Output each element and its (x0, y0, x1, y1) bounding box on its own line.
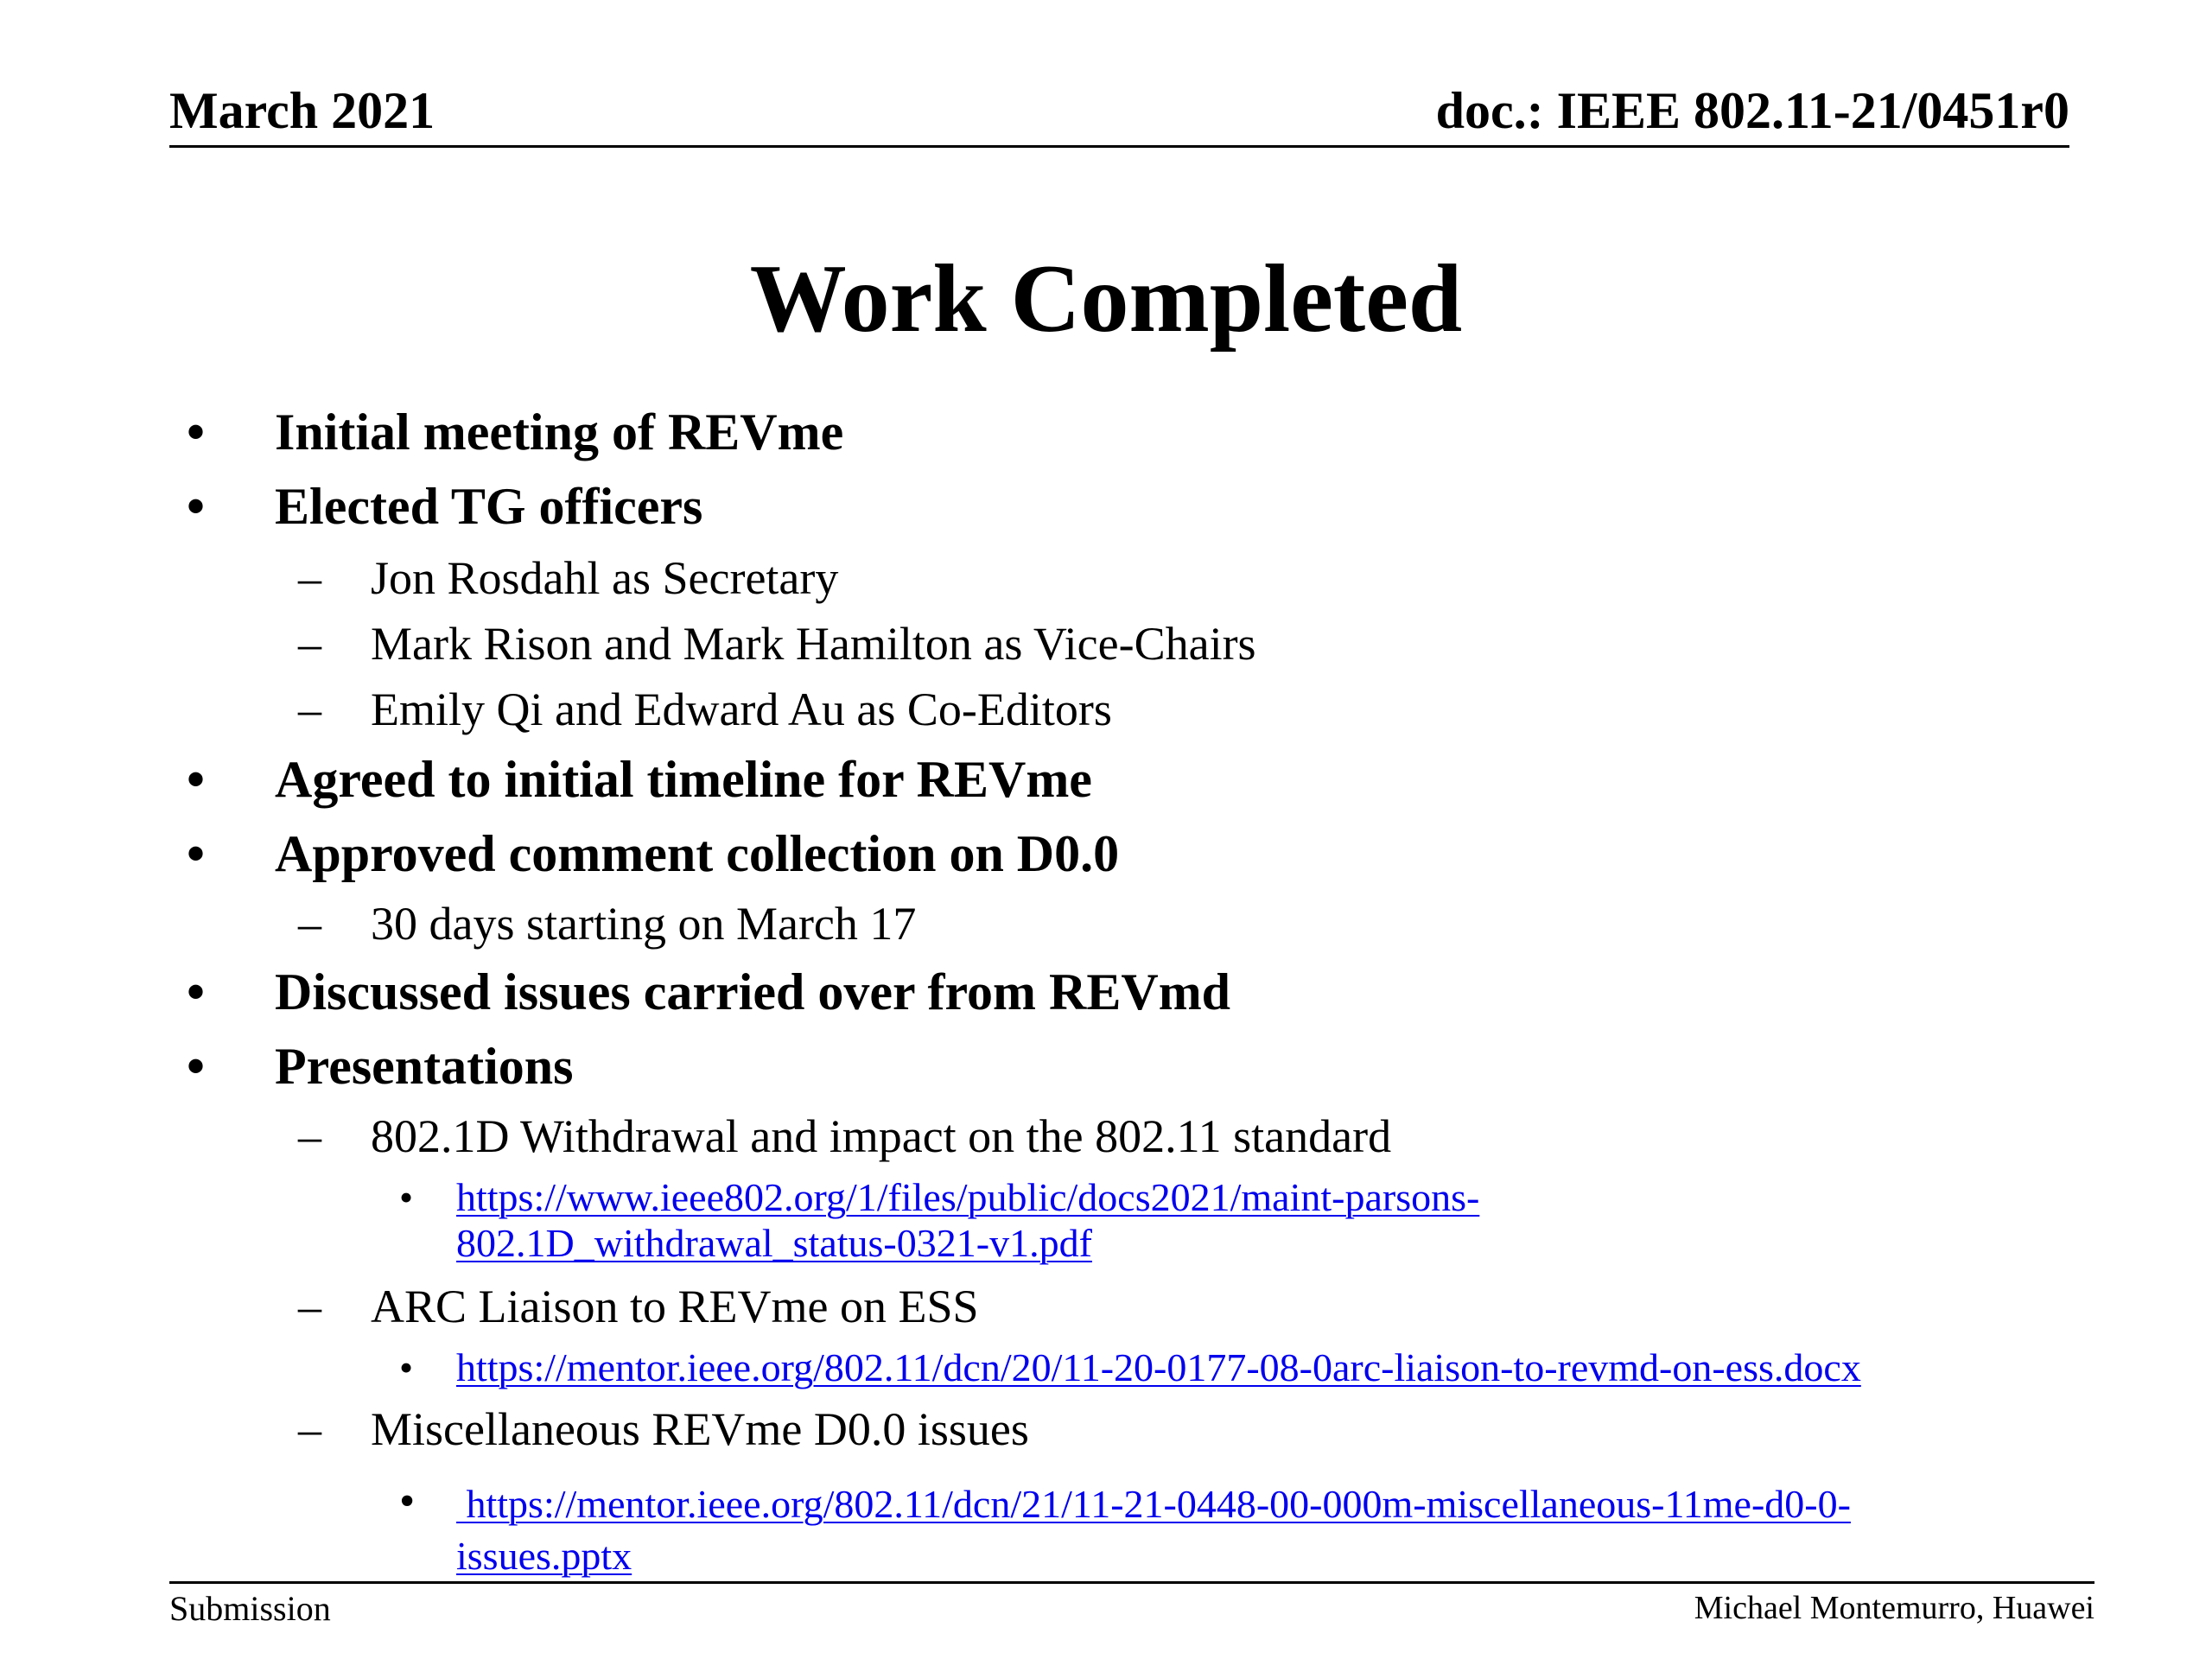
bullet-text: Presentations (275, 1038, 574, 1095)
bullet-marker: • (187, 825, 206, 882)
footer-divider (169, 1581, 2094, 1584)
link-pdf-802-1d-continued[interactable]: 802.1D_withdrawal_status-0321-v1.pdf (456, 1221, 1092, 1265)
bullet-marker: • (187, 404, 206, 461)
bullet-marker: • (399, 1477, 416, 1526)
header-date: March 2021 (169, 82, 435, 139)
dash-marker: – (298, 898, 321, 950)
link-misc-issues-pptx-continued[interactable]: issues.pptx (456, 1534, 632, 1578)
dash-marker: – (298, 1281, 321, 1332)
bullet-marker: • (399, 1345, 414, 1389)
sub-item-text: 802.1D Withdrawal and impact on the 802.11 standard (371, 1110, 1392, 1162)
sub-item-text: 30 days starting on March 17 (371, 898, 917, 950)
sub-item-text: Miscellaneous REVme D0.0 issues (371, 1403, 1029, 1455)
bullet-text: Approved comment collection on D0.0 (275, 825, 1120, 882)
sub-item-text: Jon Rosdahl as Secretary (371, 552, 839, 604)
bullet-text: Initial meeting of REVme (275, 404, 844, 461)
bullet-marker: • (187, 963, 206, 1020)
bullet-text: Elected TG officers (275, 478, 703, 535)
bullet-marker: • (187, 1038, 206, 1095)
link-arc-liaison-docx[interactable]: https://mentor.ieee.org/802.11/dcn/20/11-20-0177-08-0arc-liaison-to-revmd-on-ess.docx (456, 1345, 1861, 1389)
link-pdf-802-1d[interactable]: https://www.ieee802.org/1/files/public/docs2021/maint-parsons- (456, 1175, 1480, 1219)
bullet-text: Agreed to initial timeline for REVme (275, 751, 1092, 808)
dash-marker: – (298, 618, 321, 670)
dash-marker: – (298, 552, 321, 604)
sub-item-text: ARC Liaison to REVme on ESS (371, 1281, 979, 1332)
dash-marker: – (298, 1110, 321, 1162)
footer-author: Michael Montemurro, Huawei (1694, 1590, 2094, 1626)
bullet-marker: • (187, 751, 206, 808)
dash-marker: – (298, 683, 321, 735)
bullet-marker: • (187, 478, 206, 535)
footer-submission: Submission (169, 1589, 331, 1628)
bullet-marker: • (399, 1175, 414, 1219)
bullet-text: Discussed issues carried over from REVmd (275, 963, 1231, 1020)
sub-item-text: Emily Qi and Edward Au as Co-Editors (371, 683, 1112, 735)
header-divider (169, 145, 2069, 148)
slide-title: Work Completed (749, 245, 1463, 353)
dash-marker: – (298, 1403, 321, 1455)
sub-item-text: Mark Rison and Mark Hamilton as Vice-Chairs (371, 618, 1256, 670)
link-misc-issues-pptx[interactable]: https://mentor.ieee.org/802.11/dcn/21/11-21-0448-00-000m-miscellaneous-11me-d0-0- (456, 1482, 1851, 1526)
header-doc-id: doc.: IEEE 802.11-21/0451r0 (1435, 82, 2069, 139)
